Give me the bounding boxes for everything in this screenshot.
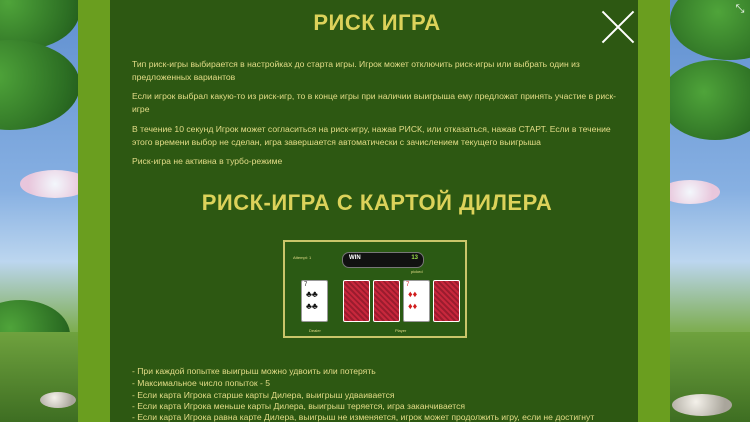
stone-decoration — [40, 392, 76, 408]
player-card: 7 ♦♦ ♦♦ — [403, 280, 430, 322]
bullet-item: - Если карта Игрока старше карты Дилера, выигрыш удваивается — [132, 390, 395, 400]
stone-decoration — [672, 394, 732, 416]
bullet-item: - При каждой попытке выигрыш можно удвоить или потерять — [132, 366, 376, 376]
bullet-item: - Если карта Игрока равна карте Дилера, выигрыш не изменяется, игрок может продолжить игру, если не достигнут — [132, 412, 595, 422]
card-back — [343, 280, 370, 322]
close-icon[interactable] — [601, 10, 635, 44]
background-left — [0, 0, 90, 422]
leaf-decoration — [660, 60, 750, 140]
rules-modal — [78, 0, 670, 422]
card-back — [373, 280, 400, 322]
win-value: 13 — [411, 255, 418, 261]
win-label: WIN — [349, 255, 361, 261]
player-label: Player — [395, 328, 407, 333]
rules-paragraph: Тип риск-игры выбирается в настройках до старта игры. Игрок может отключить риск-игры или выбрать один из предложенных вариантов — [132, 59, 580, 82]
grass-decoration — [0, 332, 90, 422]
rules-paragraph: В течение 10 секунд Игрок может согласиться на риск-игру, нажав РИСК, или отказаться, нажав СТАРТ. Если в течение этого времени выбор не сделан, игра завершается автоматически с зачислением текущего выигрыша — [132, 124, 611, 147]
bullet-item: - Максимальное число попыток - 5 — [132, 378, 271, 388]
dealer-game-illustration — [283, 240, 467, 338]
bullet-item: - Если карта Игрока меньше карты Дилера, выигрыш теряется, игра заканчивается — [132, 401, 466, 411]
win-display — [342, 252, 424, 268]
leaf-decoration — [0, 40, 80, 130]
fullscreen-exit-icon[interactable]: ⤡ — [735, 3, 745, 15]
attempt-label: Attempt: 1 — [293, 255, 312, 260]
dealer-card: 7 ♣♣ ♣♣ — [301, 280, 328, 322]
dealer-label: Dealer — [309, 328, 321, 333]
picked-label: picked — [411, 269, 423, 274]
card-back — [433, 280, 460, 322]
rules-panel — [110, 0, 638, 422]
rules-paragraph: Риск-игра не активна в турбо-режиме — [132, 156, 283, 166]
risk-game-title: РИСК ИГРА — [313, 10, 441, 35]
background-right — [660, 0, 750, 422]
rules-paragraph: Если игрок выбрал какую-то из риск-игр, то в конце игры при наличии выигрыша ему предложат принять участие в риск-игре — [132, 91, 617, 114]
dealer-card-title: РИСК-ИГРА С КАРТОЙ ДИЛЕРА — [201, 190, 553, 215]
